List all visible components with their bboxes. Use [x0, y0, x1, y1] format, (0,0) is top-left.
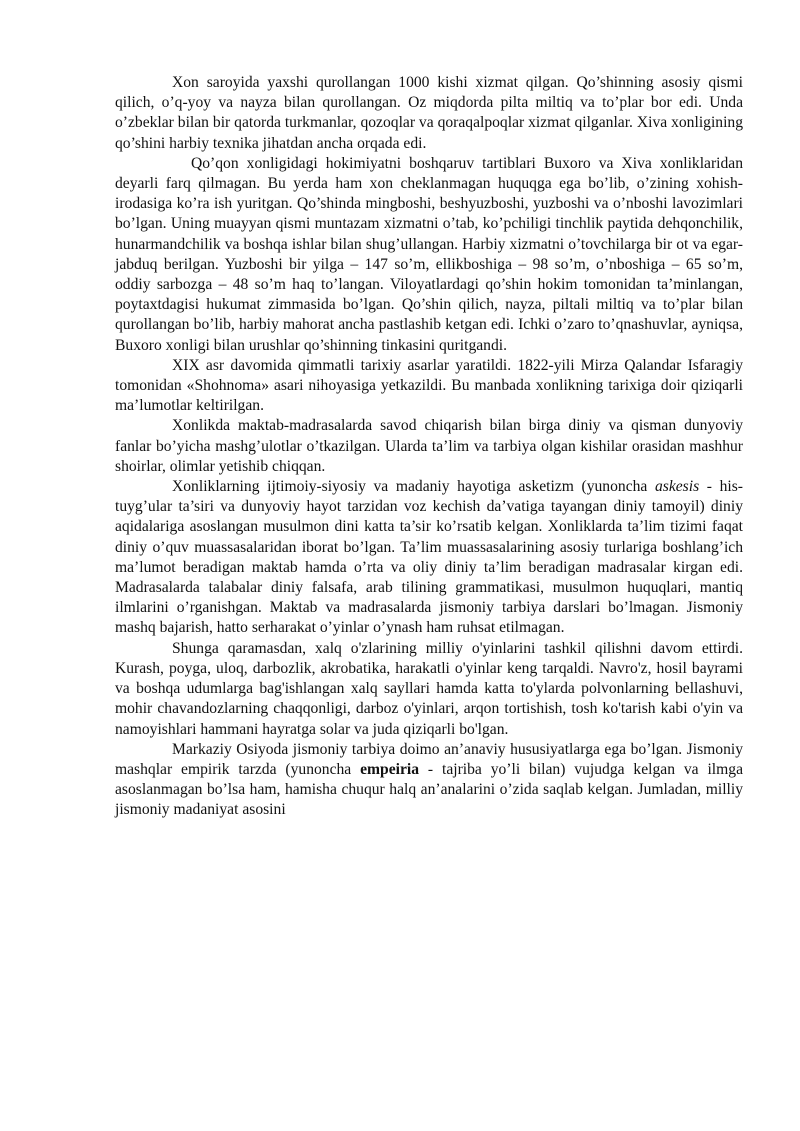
- paragraph-physical-education: [115, 740, 743, 821]
- paragraph-kokand-governance: Qo’qon xonligidagi hokimiyatni boshqaruv tartiblari Buxoro va Xiva xonliklaridan deyarli farq qilmagan. Bu yerda ham xon cheklanmagan huquqga ega bo’lib, o’zining xohish-irodasiga ko’ra ish yuritgan. Qo’shinda mingboshi, beshyuzboshi, yuzboshi va o’nboshi lavozimlari bo’lgan. Uning muayyan qismi muntazam xizmatni o’tab, ko’pchiligi tinchlik paytida dehqonchilik, hunarmandchilik va boshqa ishlar bilan shug’ullangan. Harbiy xizmatni o’tovchilarga bir ot va egar-jabduq berilgan. Yuzboshi bir yilga – 147 so’m, ellikboshiga – 98 so’m, o’nboshiga – 65 so’m, oddiy sarbozga – 48 so’m haq to’langan. Viloyatlardagi qo’shin hokim tomonidan ta’minlangan, poytaxtdagisi hukumat zimmasida bo’lgan. Qo’shin qilich, nayza, piltali miltiq va to’plar bilan qurollangan bo’lib, harbiy mahorat ancha pastlashib ketgan edi. Ichki o’zaro to’qnashuvlar, ayniqsa, Buxoro xonligi bilan urushlar qo’shinning tinkasini quritgandi.: [115, 154, 743, 354]
- paragraph-asceticism: [115, 477, 743, 639]
- paragraph-national-games: Shunga qaramasdan, xalq o'zlarining milliy o'yinlarini tashkil qilishni davom ettirdi. Kurash, poyga, uloq, darbozlik, akrobatika, harakatli o'yinlar keng tarqaldi. Navro'z, hosil bayrami va boshqa udumlarga bag'ishlangan xalq sayllari hamda katta to'ylarda polvonlarning bellashuvi, mohir chavandozlarning chaqqonligi, darboz o'yinlari, arqon tortishish, tosh ko'tarish kabi o'yin va namoyishlari hammani hayratga solar va juda qiziqarli bo'lgan.: [115, 639, 743, 738]
- document-page: [115, 73, 743, 821]
- askesis-term: askesis: [654, 478, 700, 496]
- physical-education-text-end: - tajriba yo’li bilan) vujudga kelgan va ilmga asoslanmagan bo’lsa ham, hamisha chuqur halq an’analarini o’zida saqlab kelgan. Jumladan, milliy jismoniy madaniyat asosini: [115, 760, 743, 819]
- paragraph-khiva-army: Xon saroyida yaxshi qurollangan 1000 kishi xizmat qilgan. Qo’shinning asosiy qismi qilich, o’q-yoy va nayza bilan qurollangan. Oz miqdorda pilta miltiq va to’plar bor edi. Unda o’zbeklar bilan bir qatorda turkmanlar, qozoqlar va qoraqalpoqlar xizmat qilganlar. Xiva xonligining qo’shini harbiy texnika jihatdan ancha orqada edi.: [115, 74, 743, 152]
- asceticism-text-start: Xonliklarning ijtimoiy-siyosiy va madaniy hayotiga asketizm (yunoncha: [172, 478, 655, 496]
- paragraph-madrasa-education: Xonlikda maktab-madrasalarda savod chiqarish bilan birga diniy va qisman dunyoviy fanlar bo’yicha mashg’ulotlar o’tkazilgan. Ularda ta’lim va tarbiya olgan kishilar orasidan mashhur shoirlar, olimlar yetishib chiqqan.: [115, 417, 743, 475]
- paragraph-historical-works: XIX asr davomida qimmatli tarixiy asarlar yaratildi. 1822-yili Mirza Qalandar Isfaragiy tomonidan «Shohnoma» asari nihoyasiga yetkazildi. Bu manbada xonlikning tarixiga doir qiziqarli ma’lumotlar keltirilgan.: [115, 356, 743, 415]
- physical-education-text-start: Markaziy Osiyoda jismoniy tarbiya doimo an’anaviy hususiyatlarga ega bo’lgan. Jismoniy mashqlar empirik tarzda (yunoncha: [115, 740, 743, 778]
- empeiria-term: empeiria: [360, 760, 420, 778]
- asceticism-text-end: - his-tuyg’ular ta’siri va dunyoviy hayot tarzidan voz kechish da’vatiga tayangan diniy tamoyil) diniy aqidalariga asoslangan musulmon dini katta ta’sir ko’rsatib kelgan. Xonliklarda ta’lim tizimi faqat diniy o’quv muassasalaridan iborat bo’lgan. Ta’lim muassasalarining asosiy turlariga boshlang’ich ma’lumot beradigan maktab hamda o’rta va oliy diniy ta’lim beradigan madrasalar kirgan edi. Madrasalarda talabalar diniy falsafa, arab tilining grammatikasi, musulmon huquqlari, mantiq ilmlarini o’rganishgan. Maktab va madrasalarda jismoniy tarbiya darslari bo’lmagan. Jismoniy mashq bajarish, hatto serharakat o’yinlar o’ynash ham ruhsat etilmagan.: [115, 478, 743, 637]
